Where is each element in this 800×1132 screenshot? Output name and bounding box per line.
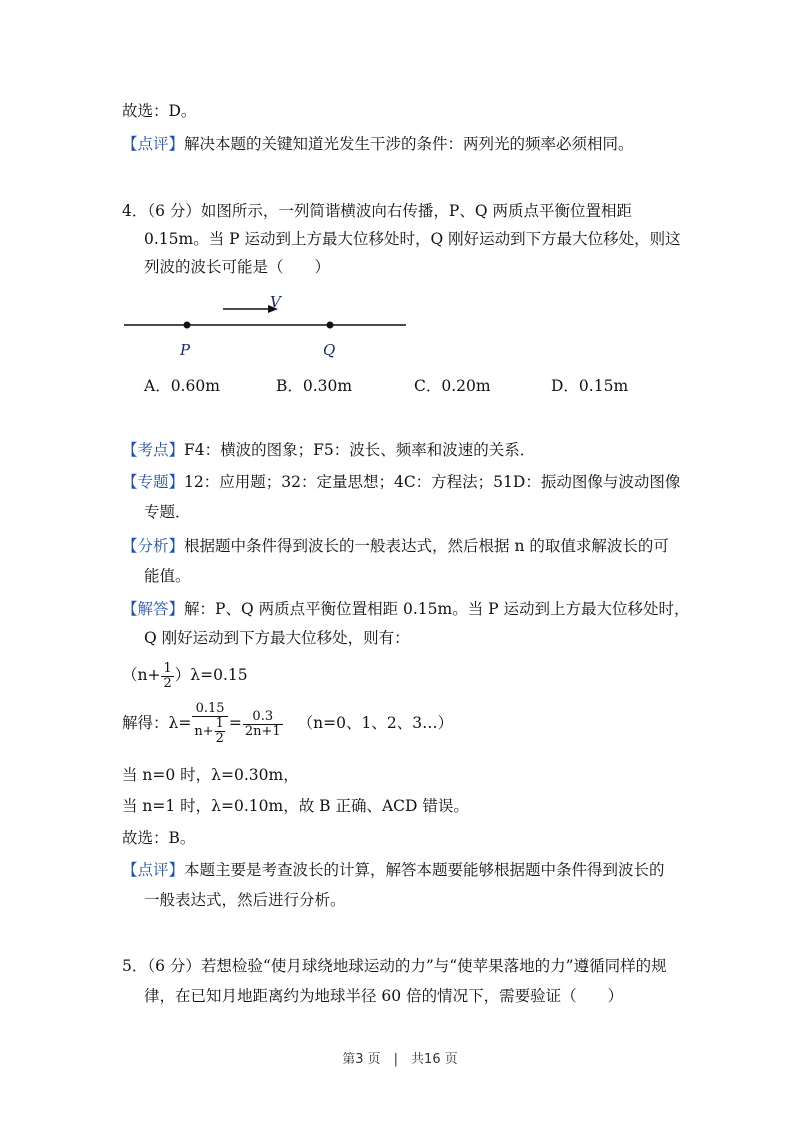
option-a: A．0.60m [144, 377, 220, 395]
fraction-lambda-1: 0.15 n+ $\frac{1}{2}$ [192, 702, 228, 746]
q3-answer: 故选：D。 [122, 102, 197, 120]
label-p: P [180, 341, 191, 359]
q5-stem-line-2: 律，在已知月地距离约为地球半径 60 倍的情况下，需要验证（ ） [144, 987, 624, 1005]
velocity-label: V [270, 293, 281, 311]
q5-stem-line-1: 5．（6 分）若想检验“使月球绕地球运动的力”与“使苹果落地的力”遵循同样的规 [122, 957, 667, 975]
fraction-lambda-2: $\frac{0.3}{2n+1}$ [244, 708, 281, 739]
q4-stem-line-3: 列波的波长可能是（ ） [144, 258, 331, 276]
wave-figure [118, 290, 413, 365]
zhuanti: 【专题】12：应用题；32：定量思想；4C：方程法；51D：振动图像与波动图像 [122, 473, 681, 491]
zhuanti-line-2: 专题． [144, 503, 191, 521]
jieda: 【解答】解：P、Q 两质点平衡位置相距 0.15m。当 P 运动到上方最大位移处时， [122, 600, 690, 618]
q4-comment-line-2: 一般表达式，然后进行分析。 [144, 891, 346, 909]
q4-comment: 【点评】本题主要是考查波长的计算，解答本题要能够根据题中条件得到波长的 [122, 861, 665, 879]
case-n0: 当 n=0 时，λ=0.30m， [122, 766, 299, 784]
q4-stem-line-2: 0.15m。当 P 运动到上方最大位移处时，Q 刚好运动到下方最大位移处，则这 [144, 230, 681, 248]
fenxi: 【分析】根据题中条件得到波长的一般表达式，然后根据 n 的取值求解波长的可 [122, 537, 669, 555]
label-q: Q [323, 341, 336, 359]
equation-1: （n+ $\frac{1}{2}$ ）λ=0.15 [122, 660, 248, 691]
page-footer: 第3 页 | 共16 页 [342, 1052, 458, 1067]
q3-comment: 【点评】解决本题的关键知道光发生干涉的条件：两列光的频率必须相同。 [122, 135, 634, 153]
point-q [327, 322, 334, 329]
point-p [184, 322, 191, 329]
fraction-half-small: $\frac{1}{2}$ [215, 716, 224, 746]
jieda-line-2: Q 刚好运动到下方最大位移处，则有： [144, 629, 410, 647]
option-b: B．0.30m [276, 377, 353, 395]
kaodian: 【考点】F4：横波的图象；F5：波长、频率和波速的关系． [122, 441, 536, 459]
option-d: D．0.15m [551, 377, 629, 395]
case-n1: 当 n=1 时，λ=0.10m，故 B 正确、ACD 错误。 [122, 797, 469, 815]
q4-answer: 故选：B。 [122, 829, 196, 847]
fenxi-line-2: 能值。 [144, 567, 191, 585]
q4-stem-line-1: 4．（6 分）如图所示，一列简谐横波向右传播，P、Q 两质点平衡位置相距 [122, 202, 632, 220]
option-c: C．0.20m [414, 377, 491, 395]
comment-tag: 【点评】 [122, 135, 185, 153]
fraction-half: $\frac{1}{2}$ [163, 660, 172, 691]
equation-2: 解得：λ= 0.15 n+ $\frac{1}{2}$ = $\frac{0.3}{2n+1}$ （n=0、1、2、3…） [122, 701, 454, 746]
